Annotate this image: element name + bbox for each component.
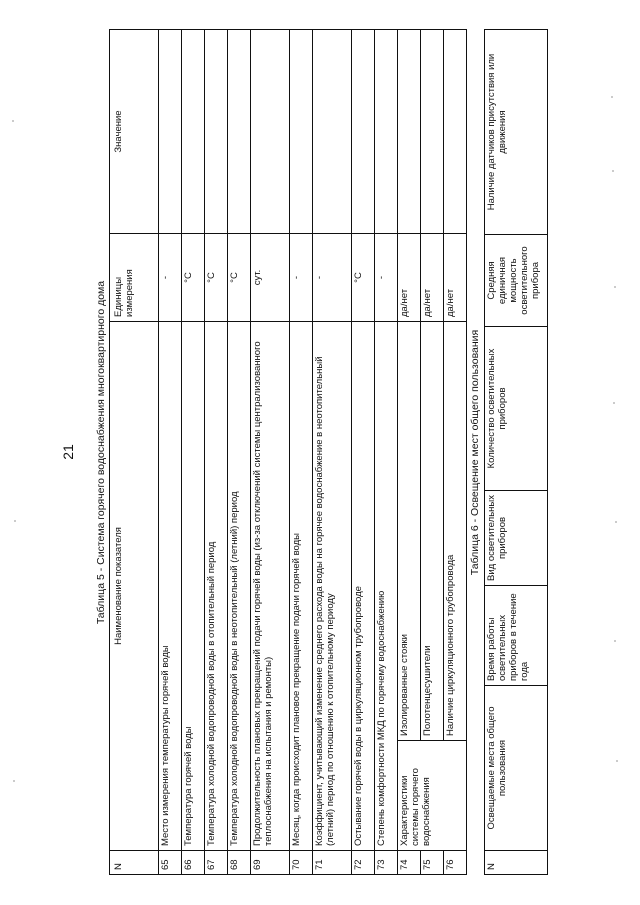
row-num: 76 [444, 851, 467, 875]
t5-header-name: Наименование показателя [110, 321, 159, 850]
t6-header-time: Время работы осветительных приборов в течение года [485, 586, 548, 686]
row-unit: - [290, 233, 313, 321]
table6-title: Таблица 6 - Освещение мест общего пользования [469, 329, 481, 576]
scan-speck [612, 170, 614, 172]
row-unit: °C [228, 233, 251, 321]
t5-header-unit: Единицы измерения [110, 233, 159, 321]
t5-header-value: Значение [110, 29, 159, 233]
row-unit: - [375, 233, 398, 321]
page-number: 21 [60, 444, 76, 460]
t6-header-sensors: Наличие датчиков присутствия или движения [485, 30, 548, 235]
scan-speck [614, 286, 616, 288]
t6-header-type: Вид осветительных приборов [485, 491, 548, 586]
t6-header-num: N [485, 851, 548, 875]
row-name: Наличие циркуляционного трубопровода [444, 321, 467, 740]
row-unit: - [159, 233, 182, 321]
row-num: 74 [398, 851, 421, 875]
row-value[interactable] [444, 29, 467, 233]
row-num: 71 [313, 851, 352, 875]
table-row [398, 29, 421, 874]
row-unit: - [313, 233, 352, 321]
row-value[interactable] [205, 29, 228, 233]
row-name: Полотенцесушители [421, 321, 444, 740]
row-name: Степень комфортности МКД по горячему водоснабжению [375, 321, 398, 850]
row-name: Месяц, когда происходит плановое прекращение подачи горячей воды [290, 321, 313, 850]
scan-speck [13, 780, 15, 782]
row-num: 67 [205, 851, 228, 875]
row-value[interactable] [290, 29, 313, 233]
scan-speck [12, 120, 14, 122]
row-num: 72 [352, 851, 375, 875]
t5-header-num: N [110, 851, 159, 875]
row-unit: °C [205, 233, 228, 321]
t6-header-count: Количество осветительных приборов [485, 327, 548, 491]
row-num: 70 [290, 851, 313, 875]
row-num: 66 [182, 851, 205, 875]
row-num: 73 [375, 851, 398, 875]
scan-speck [615, 521, 617, 523]
row-name: Температура горячей воды [182, 321, 205, 850]
row-num: 68 [228, 851, 251, 875]
row-unit: сут. [251, 233, 290, 321]
group-label: Характеристики системы горячего водоснабжения [398, 741, 467, 851]
row-value[interactable] [421, 29, 444, 233]
table-row [182, 29, 205, 874]
row-name: Продолжительность плановых прекращений подачи горячей воды (из-за отключений системы централизованного теплоснабжения на испытания и ремонты) [251, 321, 290, 850]
row-name: Коэффициент, учитывающий изменение среднего расхода воды на горячее водоснабжение в неотопительный (летний) период по отношению к отопительному периоду [313, 321, 352, 850]
row-name: Место измерения температуры горячей воды [159, 321, 182, 850]
row-num: 65 [159, 851, 182, 875]
row-unit: °C [182, 233, 205, 321]
scan-speck [611, 96, 613, 98]
t6-header-power: Средняя единичная мощность осветительного прибора [485, 235, 548, 327]
row-unit: °C [352, 233, 375, 321]
table-row [313, 29, 352, 874]
row-value[interactable] [375, 29, 398, 233]
row-num: 75 [421, 851, 444, 875]
rotated-content [93, 30, 549, 875]
table-row [228, 29, 251, 874]
row-name: Температура холодной водопроводной воды в отопительный период [205, 321, 228, 850]
row-num: 69 [251, 851, 290, 875]
row-unit: да/нет [421, 233, 444, 321]
row-unit: да/нет [398, 233, 421, 321]
table6 [484, 29, 548, 875]
scan-speck [614, 640, 616, 642]
row-value[interactable] [228, 29, 251, 233]
t6-header-places: Освещаемые места общего пользования [485, 686, 548, 851]
row-value[interactable] [159, 29, 182, 233]
row-value[interactable] [352, 29, 375, 233]
table5-title: Таблица 5 - Система горячего водоснабжения многоквартирного дома [95, 280, 107, 625]
row-name: Изолированные стояки [398, 321, 421, 740]
table6-header-row [485, 30, 548, 875]
table-row [251, 29, 290, 874]
table-row [352, 29, 375, 874]
row-name: Температура холодной водопроводной воды в неотопительный (летний) период [228, 321, 251, 850]
table-row [205, 29, 228, 874]
row-unit: да/нет [444, 233, 467, 321]
table-row [375, 29, 398, 874]
row-value[interactable] [251, 29, 290, 233]
row-value[interactable] [398, 29, 421, 233]
scan-speck [616, 760, 618, 762]
scan-speck [613, 402, 615, 404]
row-value[interactable] [182, 29, 205, 233]
table-row [159, 29, 182, 874]
row-value[interactable] [313, 29, 352, 233]
row-name: Остывание горячей воды в циркуляционном трубопроводе [352, 321, 375, 850]
scan-speck [14, 520, 16, 522]
table-row [290, 29, 313, 874]
table5 [109, 29, 467, 875]
